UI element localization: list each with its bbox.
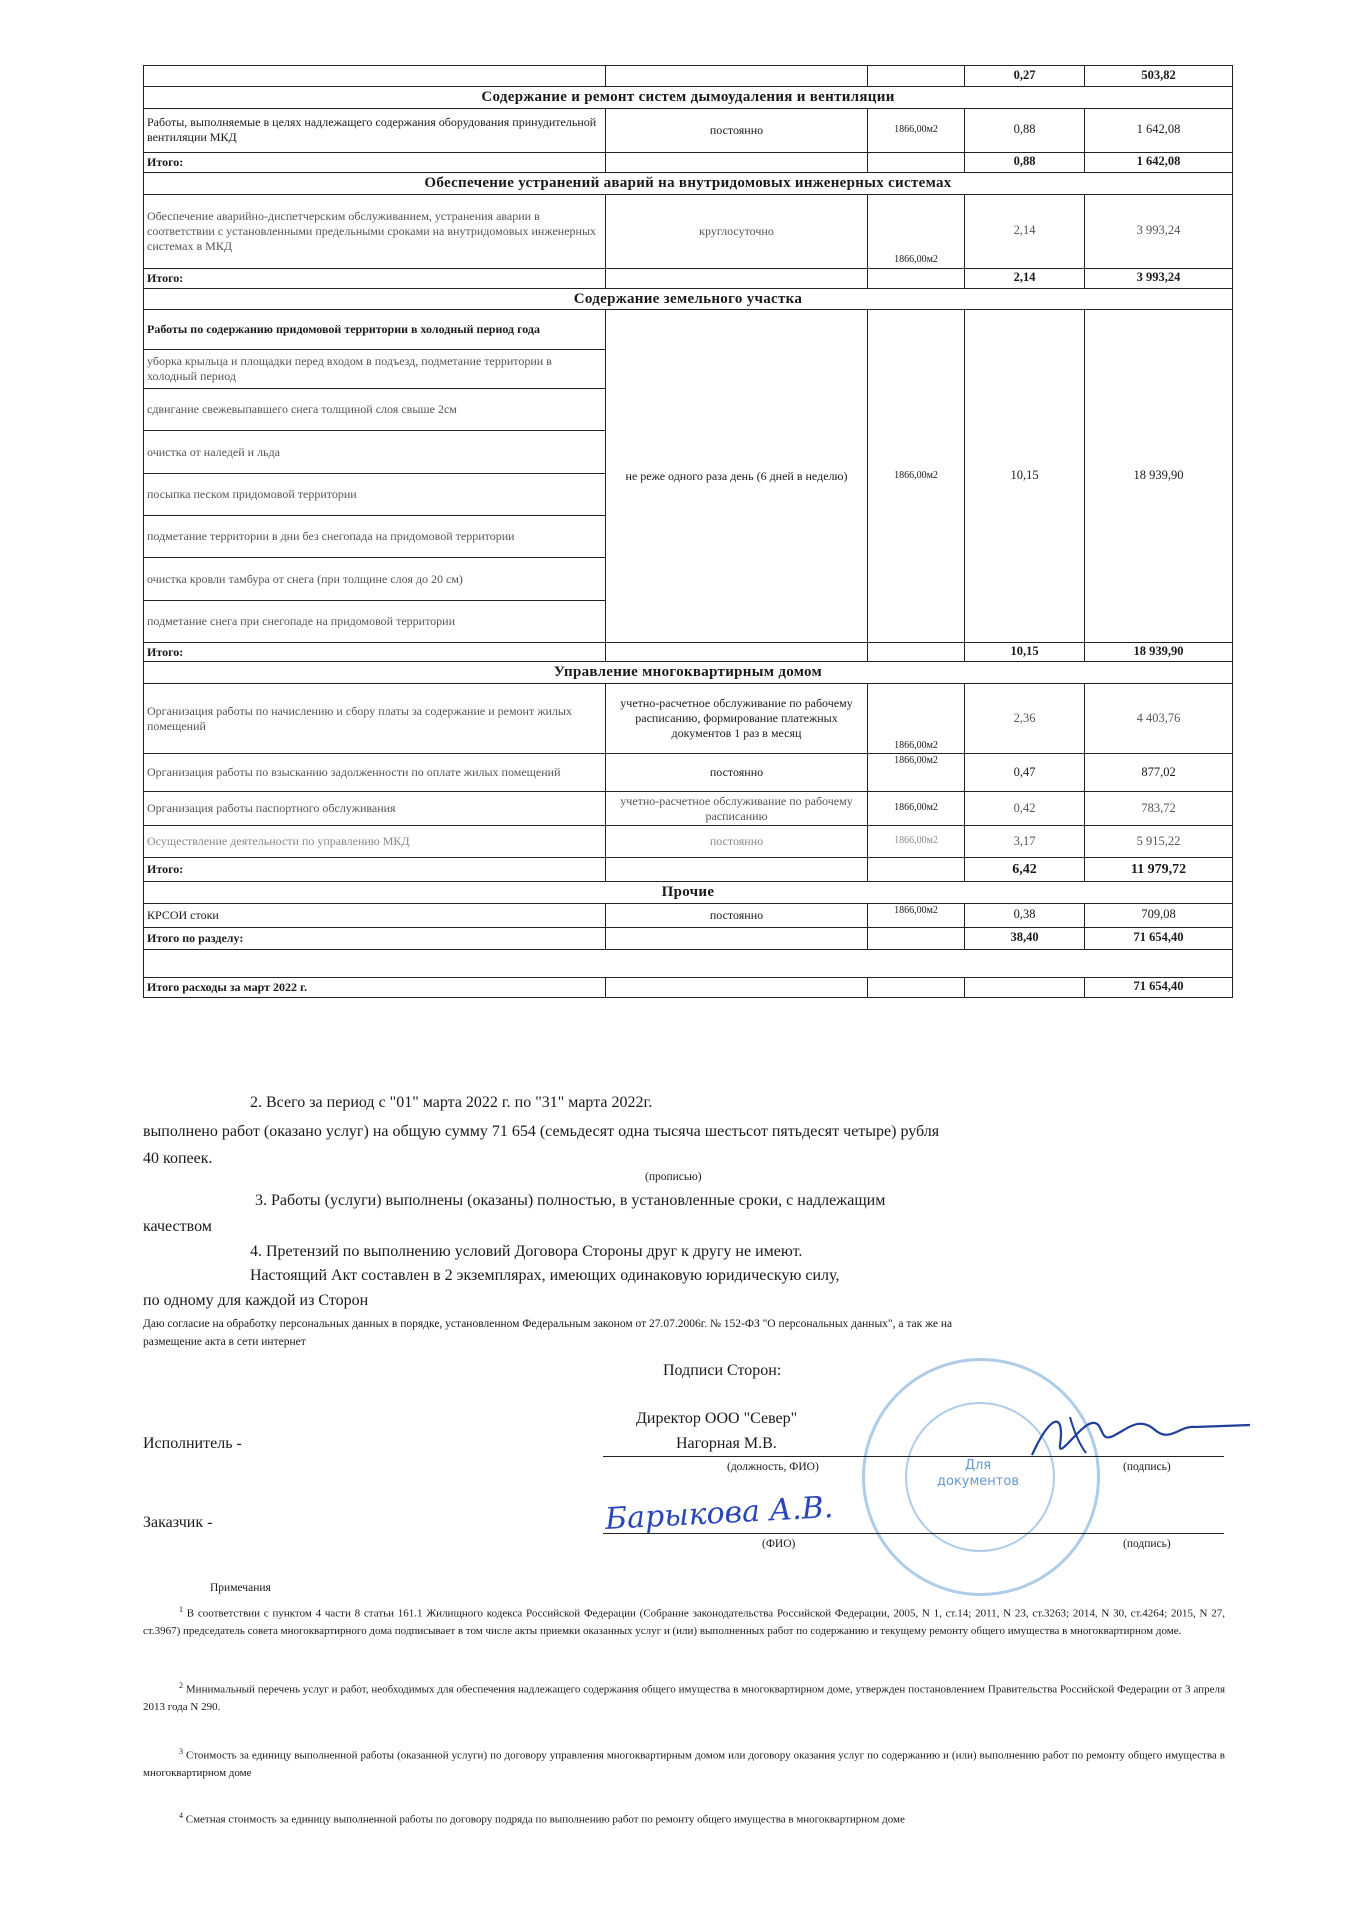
section-title: Содержание земельного участка: [144, 288, 1233, 310]
signatures-title: Подписи Сторон:: [663, 1362, 782, 1379]
work-cell: уборка крыльца и площадки перед входом в подъезд, подметание территории в холодный период: [144, 350, 606, 389]
table-row: [144, 684, 1233, 754]
march-total-sum: 71 654,40: [1085, 977, 1233, 997]
table-row: [144, 826, 1233, 858]
table-row: [144, 194, 1233, 268]
works-table: [143, 65, 1233, 998]
area-cell: 1866,00м2: [868, 754, 965, 792]
work-cell: сдвигание свежевыпавшего снега толщиной слоя свыше 2см: [144, 389, 606, 431]
table-row: [144, 903, 1233, 927]
note-3: [143, 1746, 1225, 1783]
work-cell: Обеспечение аварийно-диспетчерским обслуживанием, устранения аварии в соответствии с установленными предельными сроками на внутридомовых инженерных системах в МКД: [144, 194, 606, 268]
paragraph-2-line-3: 40 копеек.: [143, 1150, 213, 1167]
customer-label: Заказчик -: [143, 1514, 213, 1531]
note-1: [143, 1604, 1225, 1641]
total-label: Итого:: [144, 152, 606, 172]
note-3-mark: 3: [179, 1747, 183, 1756]
paragraph-2-line-1: 2. Всего за период с "01" марта 2022 г. по "31" марта 2022г.: [250, 1094, 653, 1111]
section-title: Управление многоквартирным домом: [144, 662, 1233, 684]
table-row: [144, 792, 1233, 826]
sum-cell: 4 403,76: [1085, 684, 1233, 754]
table-row: [144, 754, 1233, 792]
customer-signature-line: [603, 1533, 1224, 1534]
area-cell: 1866,00м2: [868, 194, 965, 268]
consent-line-2: размещение акта в сети интернет: [143, 1336, 306, 1348]
total-rate: 0,88: [965, 152, 1085, 172]
period-cell: круглосуточно: [606, 194, 868, 268]
sum-cell: 3 993,24: [1085, 194, 1233, 268]
march-total-label: Итого расходы за март 2022 г.: [144, 977, 606, 997]
section-total-label: Итого по разделу:: [144, 927, 606, 949]
work-cell: Работы, выполняемые в целях надлежащего содержания оборудования принудительной вентиляции МКД: [144, 108, 606, 152]
period-cell: учетно-расчетное обслуживание по рабочему расписанию, формирование платежных документов 1 раз в месяц: [606, 684, 868, 754]
customer-handwritten-name: Барыкова А.В.: [604, 1490, 835, 1537]
section-title: Обеспечение устранений аварий на внутридомовых инженерных системах: [144, 172, 1233, 194]
rate-cell: 10,15: [965, 310, 1085, 643]
position-caption: (должность, ФИО): [727, 1461, 819, 1473]
area-cell: 1866,00м2: [868, 792, 965, 826]
notes-title: Примечания: [210, 1582, 271, 1594]
total-label: Итого:: [144, 643, 606, 662]
executor-name: Нагорная М.В.: [676, 1435, 777, 1452]
note-2-mark: 2: [179, 1681, 183, 1690]
area-cell: 1866,00м2: [868, 903, 965, 927]
stamp-text: Для документов: [937, 1458, 1019, 1489]
total-row: [144, 268, 1233, 288]
period-cell: постоянно: [606, 826, 868, 858]
note-2: [143, 1680, 1225, 1717]
period-cell: постоянно: [606, 754, 868, 792]
work-cell: посыпка песком придомовой территории: [144, 474, 606, 516]
total-label: Итого:: [144, 858, 606, 882]
sum-cell: 709,08: [1085, 903, 1233, 927]
paragraph-2-line-2: выполнено работ (оказано услуг) на общую сумму 71 654 (семьдесят одна тысяча шестьсот пятьдесят четыре) рубля: [143, 1123, 940, 1140]
rate-cell: 0,47: [965, 754, 1085, 792]
executor-label: Исполнитель -: [143, 1435, 242, 1452]
sum-cell: 18 939,90: [1085, 310, 1233, 643]
area-cell: 1866,00м2: [868, 826, 965, 858]
total-row: [144, 643, 1233, 662]
paragraph-5-line-1: Настоящий Акт составлен в 2 экземплярах, имеющих одинаковую юридическую силу,: [250, 1267, 840, 1284]
sum-cell: 503,82: [1085, 66, 1233, 87]
work-cell: Организация работы паспортного обслуживания: [144, 792, 606, 826]
work-cell: подметание территории в дни без снегопада на придомовой территории: [144, 516, 606, 558]
section-total-rate: 38,40: [965, 927, 1085, 949]
rate-cell: 0,38: [965, 903, 1085, 927]
sign-caption: (подпись): [1123, 1461, 1171, 1473]
rate-cell: 0,42: [965, 792, 1085, 826]
section-title: Прочие: [144, 882, 1233, 904]
note-4: [143, 1810, 1225, 1829]
total-row: [144, 858, 1233, 882]
total-row: [144, 152, 1233, 172]
paragraph-5-line-2: по одному для каждой из Сторон: [143, 1292, 369, 1309]
period-cell: постоянно: [606, 108, 868, 152]
sum-cell: 877,02: [1085, 754, 1233, 792]
table-row: [144, 66, 1233, 87]
total-rate: 6,42: [965, 858, 1085, 882]
total-label: Итого:: [144, 268, 606, 288]
work-cell: Осуществление деятельности по управлению МКД: [144, 826, 606, 858]
work-cell: Организация работы по начислению и сбору платы за содержание и ремонт жилых помещений: [144, 684, 606, 754]
note-4-mark: 4: [179, 1811, 183, 1820]
note-3-text: Стоимость за единицу выполненной работы (оказанной услуги) по договору управления многоквартирным домом или договору оказания услуг по содержанию и (или) выполнению работ по ремонту общего имущества в многоквартирном доме: [143, 1749, 1225, 1780]
table-row: [144, 108, 1233, 152]
period-cell: учетно-расчетное обслуживание по рабочему расписанию: [606, 792, 868, 826]
fio-caption: (ФИО): [762, 1538, 796, 1550]
section-title: Содержание и ремонт систем дымоудаления и вентиляции: [144, 87, 1233, 109]
sign-caption-2: (подпись): [1123, 1538, 1171, 1550]
note-1-text: В соответствии с пунктом 4 части 8 статьи 161.1 Жилищного кодекса Российской Федерации (Собрание законодательства Российской Федерации, 2005, N 1, ст.14; 2011, N 23, ст.3263; 2014, N 30, ст.4264; 2015, N 27, ст.3967) председатель совета многоквартирного дома подписывает в том числе акты приемки оказанных услуг и (или) выполненных работ по содержанию и текущему ремонту общего имущества в многоквартирном доме.: [143, 1607, 1226, 1638]
total-rate: 2,14: [965, 268, 1085, 288]
table-row: [144, 949, 1233, 977]
consent-line-1: Даю согласие на обработку персональных данных в порядке, установленном Федеральным законом от 27.07.2006г. № 152-ФЗ "О персональных данных", а так же на: [143, 1318, 953, 1330]
total-row: [144, 977, 1233, 997]
rate-cell: 0,88: [965, 108, 1085, 152]
rate-cell: 2,36: [965, 684, 1085, 754]
period-cell: не реже одного раза день (6 дней в неделю): [606, 310, 868, 643]
paragraph-3-line-1: 3. Работы (услуги) выполнены (оказаны) полностью, в установленные сроки, с надлежащим: [255, 1192, 886, 1209]
executor-signature: [1020, 1405, 1260, 1465]
paragraph-4: 4. Претензий по выполнению условий Договора Стороны друг к другу не имеют.: [250, 1243, 803, 1260]
section-header: [144, 87, 1233, 109]
total-sum: 1 642,08: [1085, 152, 1233, 172]
work-cell: очистка кровли тамбура от снега (при толщине слоя до 20 см): [144, 558, 606, 601]
rate-cell: 3,17: [965, 826, 1085, 858]
executor-position: Директор ООО "Север": [636, 1410, 798, 1427]
sum-cell: 1 642,08: [1085, 108, 1233, 152]
paragraph-3-line-2: качеством: [143, 1218, 212, 1235]
area-cell: 1866,00м2: [868, 684, 965, 754]
work-cell: Организация работы по взысканию задолженности по оплате жилых помещений: [144, 754, 606, 792]
total-sum: 11 979,72: [1085, 858, 1233, 882]
period-cell: постоянно: [606, 903, 868, 927]
section-header: [144, 882, 1233, 904]
area-cell: 1866,00м2: [868, 108, 965, 152]
rate-cell: 2,14: [965, 194, 1085, 268]
land-head-cell: Работы по содержанию придомовой территории в холодный период года: [144, 310, 606, 350]
sum-cell: 5 915,22: [1085, 826, 1233, 858]
section-header: [144, 662, 1233, 684]
propisyu-caption: (прописью): [645, 1171, 702, 1183]
total-sum: 3 993,24: [1085, 268, 1233, 288]
section-header: [144, 288, 1233, 310]
sum-cell: 783,72: [1085, 792, 1233, 826]
total-sum: 18 939,90: [1085, 643, 1233, 662]
work-cell: очистка от наледей и льда: [144, 431, 606, 474]
work-cell: подметание снега при снегопаде на придомовой территории: [144, 601, 606, 643]
table-row: [144, 310, 1233, 350]
total-rate: 10,15: [965, 643, 1085, 662]
section-header: [144, 172, 1233, 194]
work-cell: КРСОИ стоки: [144, 903, 606, 927]
note-1-mark: 1: [179, 1605, 183, 1614]
total-row: [144, 927, 1233, 949]
rate-cell: 0,27: [965, 66, 1085, 87]
section-total-sum: 71 654,40: [1085, 927, 1233, 949]
area-cell: 1866,00м2: [868, 310, 965, 643]
note-2-text: Минимальный перечень услуг и работ, необходимых для обеспечения надлежащего содержания общего имущества в многоквартирном доме, утвержден постановлением Правительства Российской Федерации от 3 апреля 2013 года N 290.: [143, 1683, 1226, 1714]
note-4-text: Сметная стоимость за единицу выполненной работы по договору подряда по выполнению работ по ремонту общего имущества в многоквартирном доме: [185, 1813, 905, 1826]
